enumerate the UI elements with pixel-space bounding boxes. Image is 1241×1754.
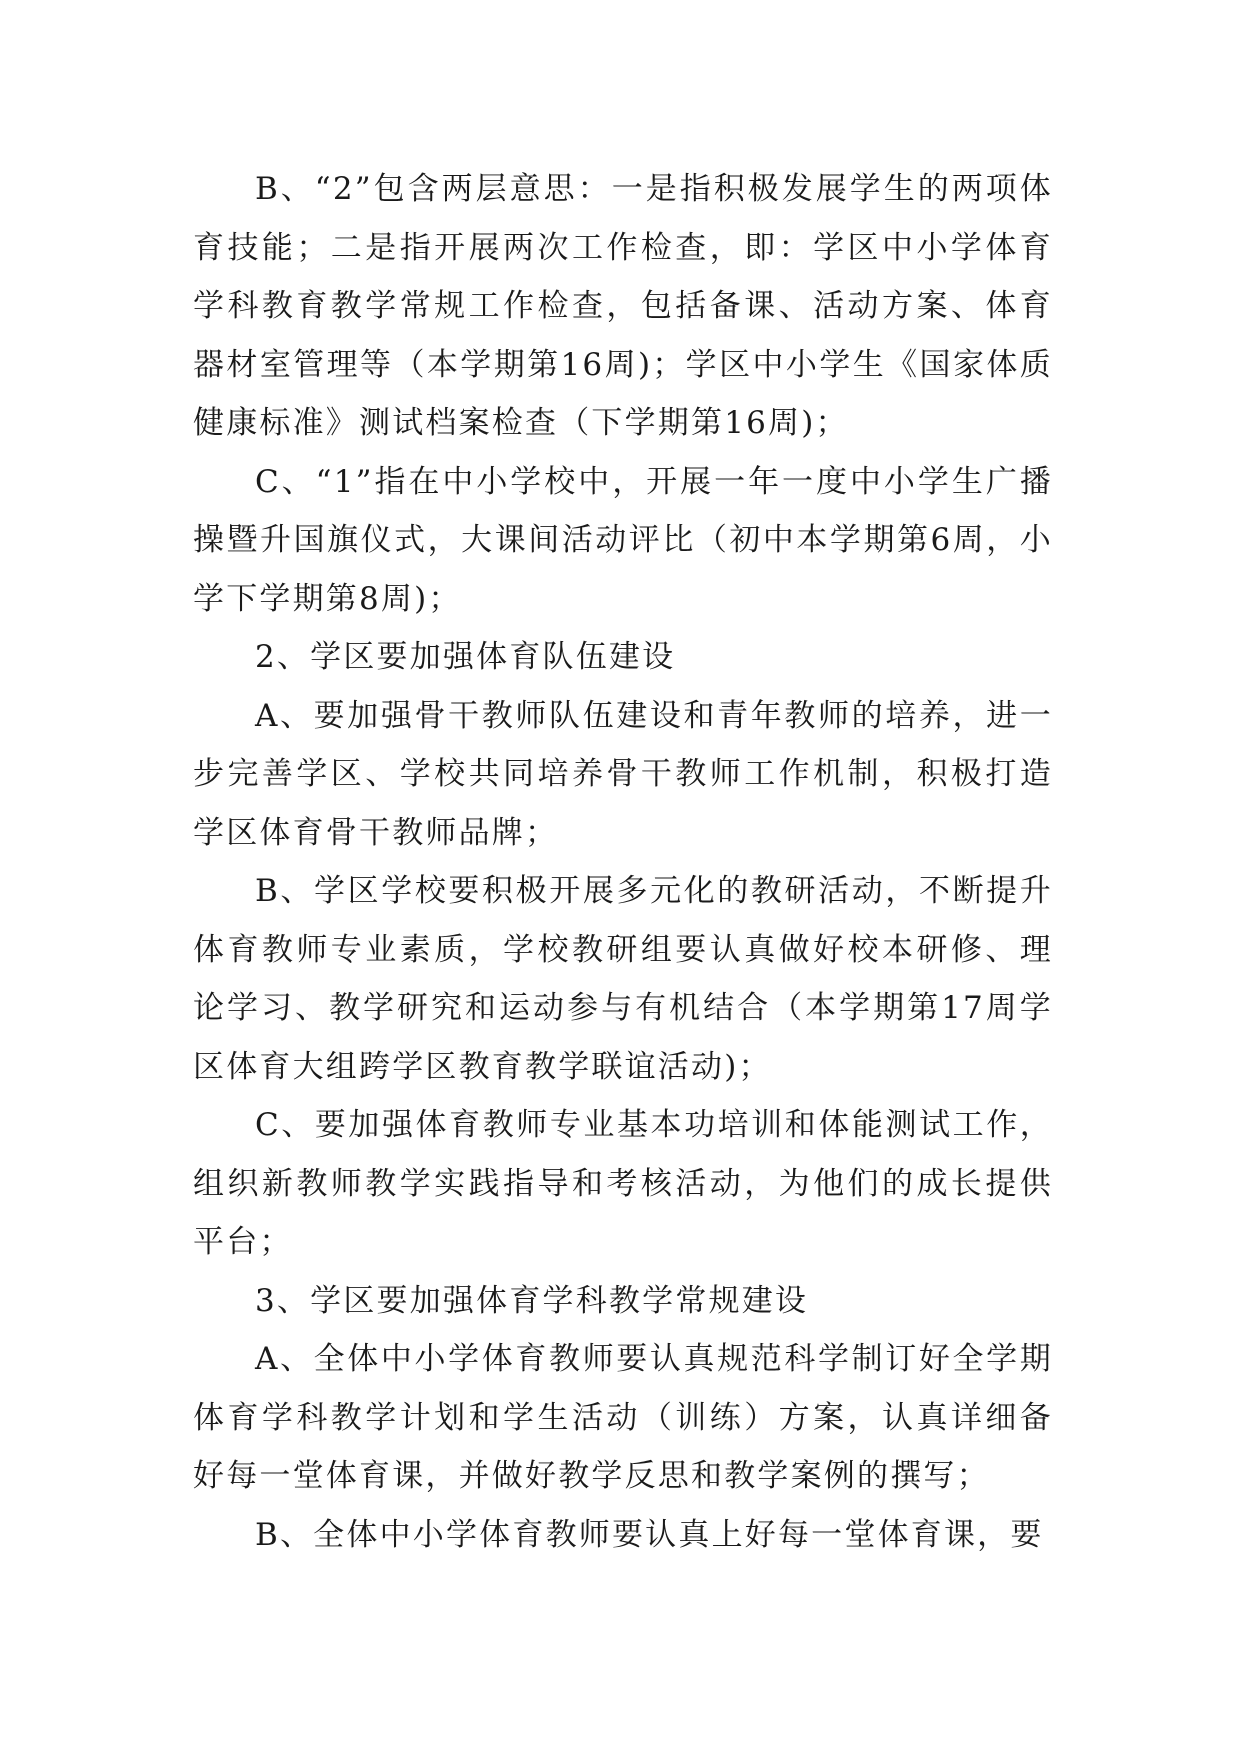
section-heading-2: 2、学区要加强体育队伍建设 — [255, 639, 676, 675]
paragraph-2a: A、要加强骨干教师队伍建设和青年教师的培养，进一步完善学区、学校共同培养骨干教师工作机制，积极打造学区体育骨干教师品牌； — [193, 697, 1053, 851]
section-heading-3: 3、学区要加强体育学科教学常规建设 — [255, 1282, 809, 1319]
paragraph-2-b: B、“2”包含两层意思：一是指积极发展学生的两项体育技能；二是指开展两次工作检查，即：学区中小学体育学科教育教学常规工作检查，包括备课、活动方案、体育器材室管理等（本学期第16周)；学区中小学生《国家体质健康标准》测试档案检查（下学期第16周)； — [193, 171, 1053, 441]
paragraph-1-c: C、“1”指在中小学校中，开展一年一度中小学生广播操暨升国旗仪式，大课间活动评比（初中本学期第6周，小学下学期第8周)； — [193, 463, 1053, 617]
paragraph-3b: B、全体中小学体育教师要认真上好每一堂体育课，要 — [255, 1516, 1044, 1553]
paragraph-3a: A、全体中小学体育教师要认真规范科学制订好全学期体育学科教学计划和学生活动（训练）方案，认真详细备好每一堂体育课，并做好教学反思和教学案例的撰写； — [193, 1341, 1053, 1494]
paragraph-2c: C、要加强体育教师专业基本功培训和体能测试工作，组织新教师教学实践指导和考核活动，为他们的成长提供平台； — [193, 1107, 1053, 1260]
document-body — [193, 160, 1053, 1564]
paragraph-2b: B、学区学校要积极开展多元化的教研活动，不断提升体育教师专业素质，学校教研组要认真做好校本研修、理论学习、教学研究和运动参与有机结合（本学期第17周学区体育大组跨学区教育教学联谊活动)； — [193, 873, 1053, 1085]
